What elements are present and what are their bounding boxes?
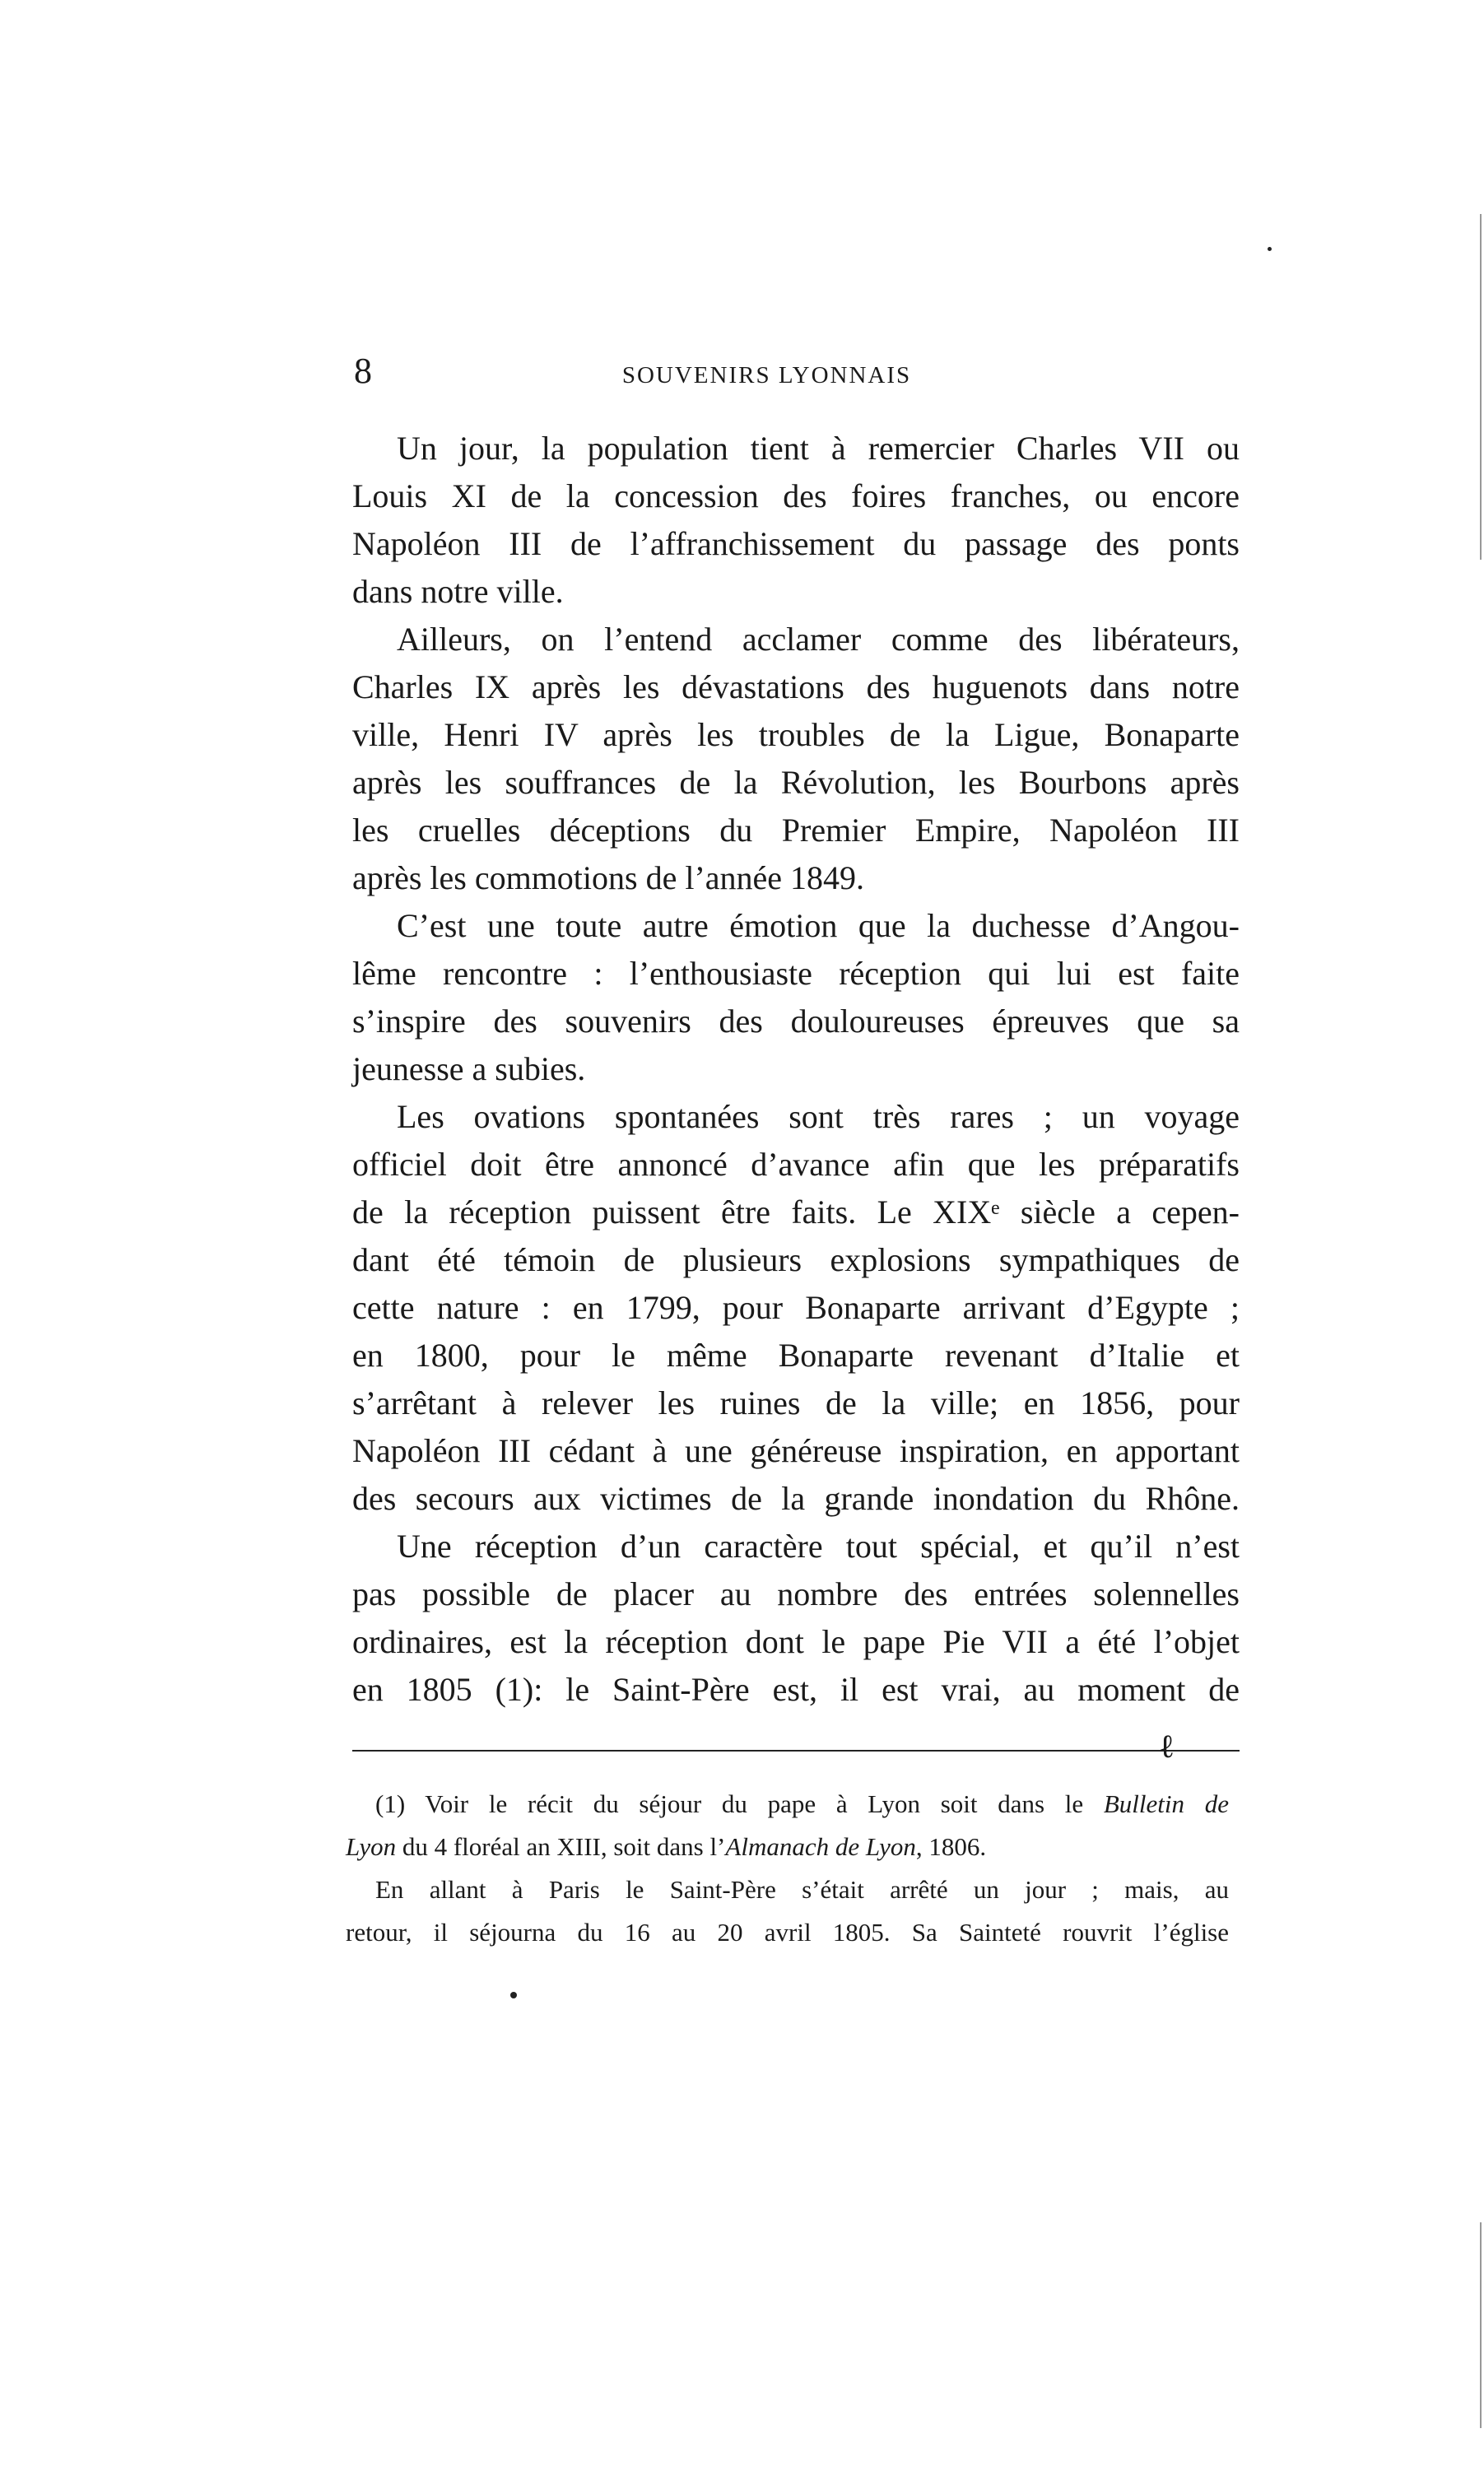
text-line: s’inspire des souvenirs des douloureuses épreuves que sa bbox=[352, 1003, 1240, 1040]
text-line: de la réception puissent être faits. Le XIXᵉ siècle a cepen- bbox=[352, 1193, 1240, 1231]
footnotes bbox=[346, 1783, 1229, 1954]
ink-speck bbox=[510, 1992, 517, 1998]
text-line: Ailleurs, on l’entend acclamer comme des libérateurs, bbox=[397, 621, 1240, 658]
page-edge bbox=[1480, 2222, 1482, 2428]
running-title: SOUVENIRS LYONNAIS bbox=[621, 362, 912, 388]
text-line: Louis XI de la concession des foires franches, ou encore bbox=[352, 477, 1240, 514]
text-line: Napoléon III de l’affranchissement du passage des ponts bbox=[352, 525, 1240, 562]
text-line: en 1800, pour le même Bonaparte revenant d’Italie et bbox=[352, 1337, 1240, 1374]
text-line: en 1805 (1): le Saint-Père est, il est vrai, au moment de bbox=[352, 1671, 1240, 1708]
footnote-text: , 1806. bbox=[915, 1832, 987, 1861]
text-line: des secours aux victimes de la grande inondation du Rhône. bbox=[352, 1480, 1240, 1517]
text-line: cette nature : en 1799, pour Bonaparte arrivant d’Egypte ; bbox=[352, 1289, 1240, 1326]
ink-mark: ℓ bbox=[1161, 1728, 1173, 1765]
text-line: ville, Henri IV après les troubles de la Ligue, Bonaparte bbox=[352, 716, 1240, 753]
text-line: dant été témoin de plusieurs explosions sympathiques de bbox=[352, 1241, 1240, 1278]
text-line: Une réception d’un caractère tout spécial, et qu’il n’est bbox=[397, 1528, 1240, 1565]
text-line: les cruelles déceptions du Premier Empire, Napoléon III bbox=[352, 812, 1240, 849]
italic-title: Almanach de Lyon bbox=[725, 1832, 916, 1861]
page-number: 8 bbox=[354, 351, 372, 391]
footnote-line bbox=[346, 1911, 1229, 1954]
footnote-text: retour, il séjourna du 16 au 20 avril 1805. Sa Sainteté rouvrit l’église bbox=[346, 1918, 1229, 1947]
text-line: dans notre ville. bbox=[352, 573, 564, 610]
text-line: officiel doit être annoncé d’avance afin que les préparatifs bbox=[352, 1146, 1240, 1183]
footnote-text: du 4 floréal an XIII, soit dans l’ bbox=[396, 1832, 726, 1861]
text-line: jeunesse a subies. bbox=[352, 1050, 586, 1087]
text-line: après les souffrances de la Révolution, les Bourbons après bbox=[352, 764, 1240, 801]
ink-speck bbox=[1268, 247, 1272, 251]
text-line: Les ovations spontanées sont très rares ; un voyage bbox=[397, 1098, 1240, 1135]
footnote-text: En allant à Paris le Saint-Père s’était arrêté un jour ; mais, au bbox=[375, 1875, 1229, 1904]
footnote-line bbox=[346, 1868, 1229, 1911]
text-line: pas possible de placer au nombre des entrées solennelles bbox=[352, 1575, 1240, 1612]
footnote-line bbox=[346, 1826, 1229, 1868]
text-line: après les commotions de l’année 1849. bbox=[352, 859, 865, 896]
page-edge bbox=[1480, 214, 1482, 560]
text-line: lême rencontre : l’enthousiaste réception qui lui est faite bbox=[352, 955, 1240, 992]
footnote-separator bbox=[352, 1750, 1240, 1752]
italic-title: Lyon bbox=[346, 1832, 397, 1861]
text-line: C’est une toute autre émotion que la duchesse d’Angou- bbox=[397, 907, 1240, 944]
text-line: s’arrêtant à relever les ruines de la ville; en 1856, pour bbox=[352, 1384, 1240, 1421]
text-line: Napoléon III cédant à une généreuse inspiration, en apportant bbox=[352, 1432, 1240, 1469]
footnote-text: (1) Voir le récit du séjour du pape à Lyon soit dans le bbox=[375, 1789, 1104, 1818]
text-line: Un jour, la population tient à remercier Charles VII ou bbox=[397, 430, 1240, 467]
footnote-line bbox=[346, 1783, 1229, 1826]
text-line: Charles IX après les dévastations des huguenots dans notre bbox=[352, 668, 1240, 705]
body-text bbox=[352, 425, 1240, 1714]
text-line: ordinaires, est la réception dont le pape Pie VII a été l’objet bbox=[352, 1623, 1240, 1660]
italic-title: Bulletin de bbox=[1103, 1789, 1229, 1818]
